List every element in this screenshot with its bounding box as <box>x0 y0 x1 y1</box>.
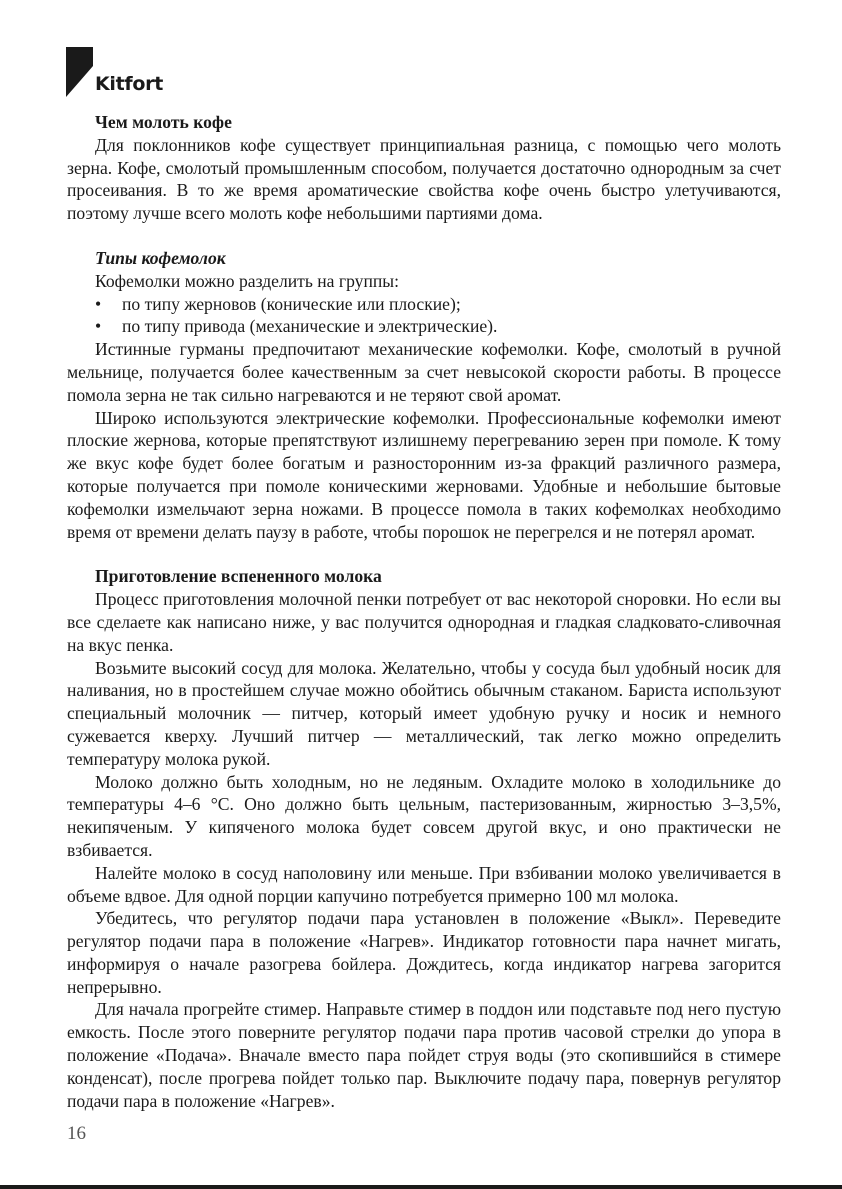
paragraph: Молоко должно быть холодным, но не ледяным. Охладите молоко в холодильнике до температуры 4–6 °C. Оно должно быть цельным, пастеризованным, жирностью 3–3,5%, некипяченым. У кипяченого молока будет совсем другой вкус, и оно практически не взбивается. <box>67 771 781 860</box>
page-content <box>67 111 781 1112</box>
section-heading: Чем молоть кофе <box>95 112 232 132</box>
list-item-text: по типу жерновов (конические или плоские); <box>122 293 461 314</box>
section-grinding <box>67 111 781 225</box>
bullet-icon: • <box>95 316 102 337</box>
list-item-text: по типу привода (механические и электрические). <box>122 316 498 337</box>
bottom-rule <box>0 1185 842 1189</box>
paragraph: Широко используются электрические кофемолки. Профессиональные кофемолки имеют плоские жернова, которые препятствуют излишнему перегреванию зерен при помоле. К тому же вкус кофе будет более богатым и разносторонним из-за фракций различного размера, которые получается при помоле коническими жерновами. Удобные и небольшие бытовые кофемолки измельчают зерна ножами. В процессе помола в таких кофемолках необходимо время от времени делать паузу в работе, чтобы порошок не перегрелся и не потерял аромат. <box>67 407 781 542</box>
paragraph: Кофемолки можно разделить на группы: <box>95 270 400 291</box>
section-heading: Приготовление вспененного молока <box>95 566 382 587</box>
paragraph: Убедитесь, что регулятор подачи пара установлен в положение «Выкл». Переведите регулятор подачи пара в положение «Нагрев». Индикатор готовности пара начнет мигать, информируя о начале разогрева бойлера. Дождитесь, когда индикатор нагрева загорится непрерывно. <box>67 908 781 997</box>
paragraph: Истинные гурманы предпочитают механические кофемолки. Кофе, смолотый в ручной мельнице, получается более качественным за счет невысокой скорости работы. В процессе помола зерна не так сильно нагреваются и не теряют свой аромат. <box>67 339 781 405</box>
paragraph: Возьмите высокий сосуд для молока. Желательно, чтобы у сосуда был удобный носик для наливания, но в простейшем случае можно обойтись обычным стаканом. Бариста используют специальный молочник — питчер, который имеет удобную ручку и носик и немного сужевается кверху. Лучший питчер — металлический, так легко можно определить температуру молока рукой. <box>67 657 781 769</box>
kitfort-logo <box>66 47 196 97</box>
list-item <box>67 315 781 338</box>
paragraph: Налейте молоко в сосуд наполовину или меньше. При взбивании молоко увеличивается в объеме вдвое. Для одной порции капучино потребуется примерно 100 мл молока. <box>67 862 781 906</box>
paragraph: Для поклонников кофе существует принципиальная разница, с помощью чего молоть зерна. Кофе, смолотый промышленным способом, получается достаточно однородным за счет просеивания. В то же время ароматические свойства кофе очень быстро улетучиваются, поэтому лучше всего молоть кофе небольшими партиями дома. <box>67 134 781 224</box>
brand-name: Kitfort <box>95 73 163 95</box>
list-item <box>67 293 781 316</box>
bullet-icon: • <box>95 293 102 314</box>
paragraph: Процесс приготовления молочной пенки потребует от вас некоторой сноровки. Но если вы все сделаете как написано ниже, у вас получится однородная и гладкая сладковато-сливочная на вкус пенка. <box>67 589 781 655</box>
kitfort-logo-mark-icon <box>66 47 93 97</box>
section-heading: Типы кофемолок <box>95 247 226 268</box>
paragraph: Для начала прогрейте стимер. Направьте стимер в поддон или подставьте под него пустую емкость. После этого поверните регулятор подачи пара против часовой стрелки до упора в положение «Подача». Вначале вместо пара пойдет струя воды (это скопившийся в стимере конденсат), после прогрева пойдет только пар. Выключите подачу пара, повернув регулятор подачи пара в положение «Нагрев». <box>67 999 781 1111</box>
page-number: 16 <box>67 1123 86 1144</box>
section-grinder-types <box>67 247 781 543</box>
section-milk-foam <box>67 565 781 1112</box>
